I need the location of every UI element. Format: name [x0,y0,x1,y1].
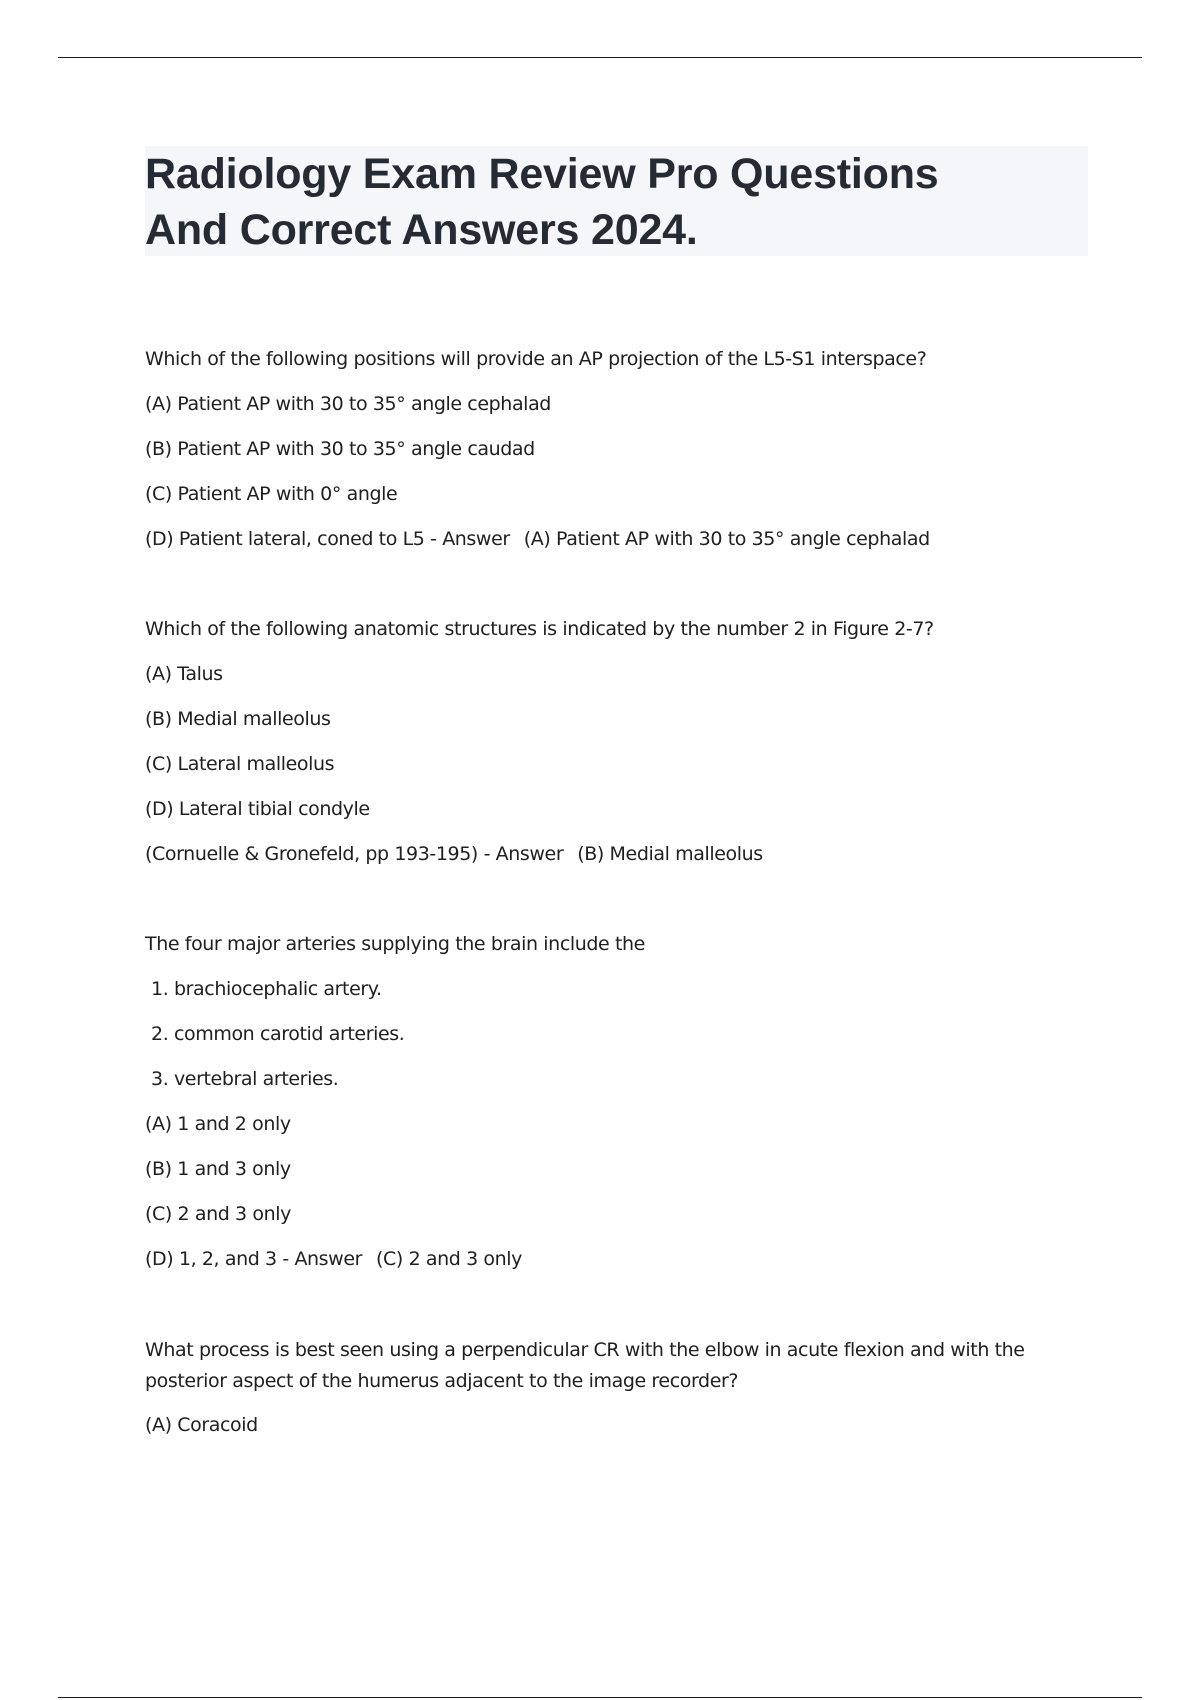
top-rule [58,57,1142,58]
reference-with-answer [145,840,1045,885]
option-a: (A) 1 and 2 only [145,1113,291,1135]
question-gap [145,1290,1045,1335]
option-c: (C) 2 and 3 only [145,1203,291,1225]
question-block-4 [145,1335,1045,1456]
question-text: What process is best seen using a perpendicular CR with the elbow in acute flexion and with the posterior aspect of the humerus adjacent to the image recorder? [145,1339,1025,1392]
option-b: (B) Medial malleolus [145,708,331,730]
option-d: (D) Patient lateral, coned to L5 - Answer [145,528,510,550]
question-text: Which of the following anatomic structures is indicated by the number 2 in Figure 2-7? [145,618,934,640]
option-d-with-answer [145,525,1045,570]
answer-text: (A) Patient AP with 30 to 35° angle cephalad [523,528,930,550]
option-d: (D) 1, 2, and 3 - Answer [145,1248,363,1270]
question-text: Which of the following positions will provide an AP projection of the L5-S1 interspace? [145,348,927,370]
option-b: (B) 1 and 3 only [145,1158,291,1180]
answer-text: (B) Medial malleolus [577,843,763,865]
option-d-with-answer [145,1245,1045,1290]
question-gap [145,885,1045,930]
question-block-3 [145,930,1045,1290]
question-block-2 [145,615,1045,885]
question-block-1 [145,345,1045,570]
option-a: (A) Talus [145,663,223,685]
list-item-1: 1. brachiocephalic artery. [151,978,382,1000]
option-a: (A) Patient AP with 30 to 35° angle cephalad [145,393,551,415]
document-body [145,345,1045,1456]
option-d: (D) Lateral tibial condyle [145,798,370,820]
option-a: (A) Coracoid [145,1414,258,1436]
answer-text: (C) 2 and 3 only [376,1248,522,1270]
bottom-rule [58,1697,1142,1698]
reference-text: (Cornuelle & Gronefeld, pp 193-195) - Answer [145,843,564,865]
title-line-2: And Correct Answers 2024. [145,206,698,254]
option-b: (B) Patient AP with 30 to 35° angle caudad [145,438,535,460]
title-line-1: Radiology Exam Review Pro Questions [145,150,939,198]
list-item-3: 3. vertebral arteries. [151,1068,339,1090]
option-c: (C) Patient AP with 0° angle [145,483,398,505]
question-gap [145,570,1045,615]
page-title [145,146,1085,258]
option-c: (C) Lateral malleolus [145,753,335,775]
list-item-2: 2. common carotid arteries. [151,1023,405,1045]
question-text: The four major arteries supplying the brain include the [145,933,645,955]
